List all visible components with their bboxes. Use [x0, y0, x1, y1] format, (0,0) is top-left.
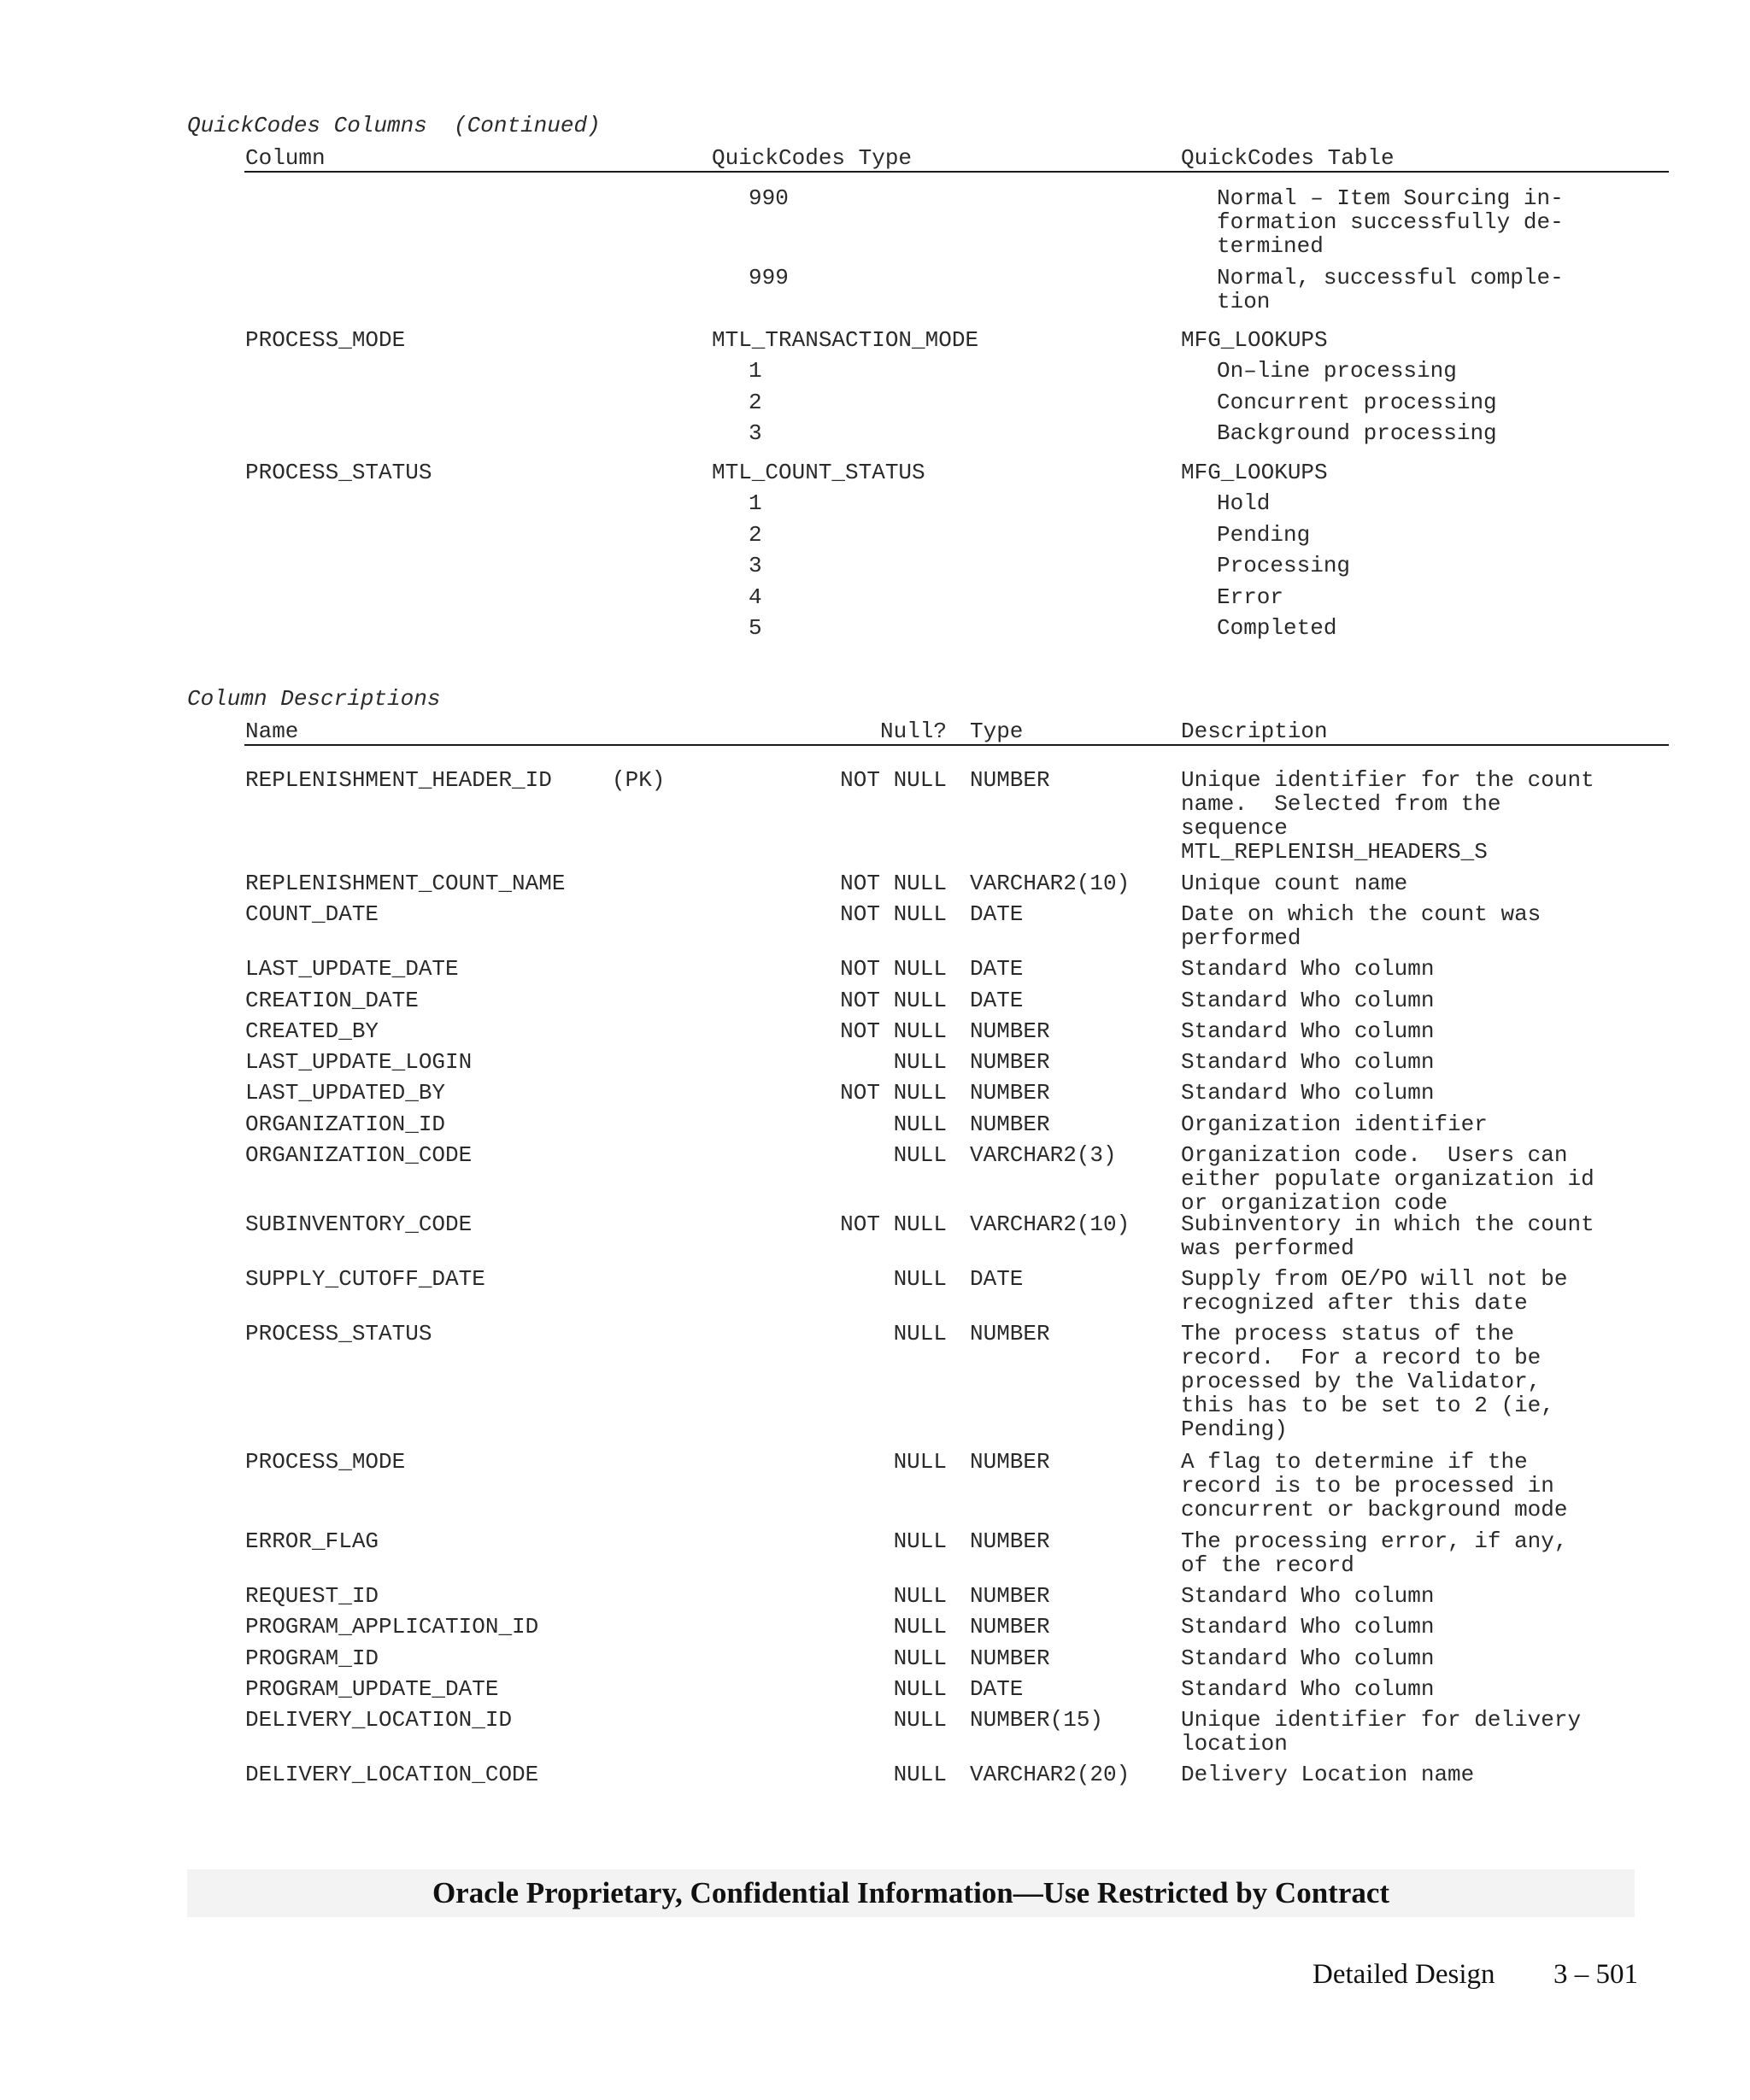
qc-code: 990 — [749, 185, 789, 211]
data-type: VARCHAR2(10) — [970, 871, 1130, 896]
qc-code-meaning: On–line processing — [1217, 358, 1457, 384]
column-name: PROGRAM_APPLICATION_ID — [245, 1614, 539, 1640]
qc-header-rule — [244, 171, 1669, 173]
column-name: PROGRAM_ID — [245, 1645, 379, 1671]
null-constraint: NULL — [893, 1645, 947, 1671]
column-descriptions-title: Column Descriptions — [187, 686, 441, 712]
data-type: NUMBER — [970, 1112, 1050, 1137]
column-name: LAST_UPDATED_BY — [245, 1080, 446, 1106]
cd-header-type: Type — [970, 719, 1024, 744]
column-name: DELIVERY_LOCATION_CODE — [245, 1762, 539, 1787]
qc-code: 2 — [749, 522, 762, 548]
column-description: Organization identifier — [1181, 1112, 1488, 1137]
column-name: SUPPLY_CUTOFF_DATE — [245, 1266, 485, 1292]
null-constraint: NULL — [893, 1266, 947, 1292]
null-constraint: NOT NULL — [840, 901, 947, 927]
data-type: NUMBER — [970, 1614, 1050, 1640]
column-description: Standard Who column — [1181, 1583, 1435, 1609]
qc-code-meaning: Background processing — [1217, 420, 1497, 446]
quickcodes-section-title: QuickCodes Columns (Continued) — [187, 113, 601, 138]
column-description: Supply from OE/PO will not be recognized after this date — [1181, 1266, 1568, 1316]
column-description: Unique identifier for the count name. Selected from the sequence MTL_REPLENISH_HEADERS_S — [1181, 767, 1594, 865]
qc-header-type: QuickCodes Type — [712, 145, 913, 171]
column-name: LAST_UPDATE_DATE — [245, 956, 459, 982]
data-type: NUMBER(15) — [970, 1707, 1104, 1733]
cd-header-name: Name — [245, 719, 299, 744]
column-name: LAST_UPDATE_LOGIN — [245, 1049, 473, 1075]
column-name: CREATION_DATE — [245, 988, 419, 1013]
qc-table-name: MFG_LOOKUPS — [1181, 460, 1328, 485]
column-description: Standard Who column — [1181, 1676, 1435, 1702]
data-type: DATE — [970, 1266, 1024, 1292]
column-description: Standard Who column — [1181, 1049, 1435, 1075]
column-name: CREATED_BY — [245, 1018, 379, 1044]
qc-table-name: MFG_LOOKUPS — [1181, 327, 1328, 353]
qc-code: 2 — [749, 390, 762, 415]
column-description: Standard Who column — [1181, 1614, 1435, 1640]
data-type: NUMBER — [970, 1321, 1050, 1346]
null-constraint: NULL — [893, 1614, 947, 1640]
data-type: NUMBER — [970, 1645, 1050, 1671]
data-type: VARCHAR2(20) — [970, 1762, 1130, 1787]
null-constraint: NULL — [893, 1676, 947, 1702]
column-description: Subinventory in which the count was performed — [1181, 1211, 1594, 1261]
column-name: COUNT_DATE — [245, 901, 379, 927]
data-type: NUMBER — [970, 1018, 1050, 1044]
qc-code: 3 — [749, 553, 762, 578]
column-description: Standard Who column — [1181, 956, 1435, 982]
data-type: NUMBER — [970, 1583, 1050, 1609]
qc-code-meaning: Error — [1217, 584, 1284, 610]
column-name: PROGRAM_UPDATE_DATE — [245, 1676, 499, 1702]
null-constraint: NULL — [893, 1049, 947, 1075]
cd-header-null: Null? — [879, 719, 947, 744]
page-number: 3 – 501 — [1553, 1959, 1638, 1990]
null-constraint: NOT NULL — [840, 871, 947, 896]
qc-type-name: MTL_COUNT_STATUS — [712, 460, 925, 485]
qc-type-name: MTL_TRANSACTION_MODE — [712, 327, 979, 353]
qc-code-meaning: Normal – Item Sourcing in- formation successfully de- termined — [1217, 185, 1564, 259]
null-constraint: NULL — [893, 1707, 947, 1733]
null-constraint: NOT NULL — [840, 1211, 947, 1237]
qc-code-meaning: Normal, successful comple- tion — [1217, 265, 1564, 314]
column-description: The processing error, if any, of the record — [1181, 1528, 1568, 1578]
null-constraint: NULL — [893, 1142, 947, 1168]
column-name: ORGANIZATION_ID — [245, 1112, 446, 1137]
qc-code-meaning: Completed — [1217, 615, 1337, 641]
qc-code-meaning: Processing — [1217, 553, 1351, 578]
qc-column-name: PROCESS_MODE — [245, 327, 406, 353]
column-name: ORGANIZATION_CODE — [245, 1142, 473, 1168]
qc-code-meaning: Hold — [1217, 490, 1271, 516]
null-constraint: NULL — [893, 1321, 947, 1346]
null-constraint: NOT NULL — [840, 956, 947, 982]
section-name: Detailed Design — [1312, 1959, 1495, 1990]
confidential-notice: Oracle Proprietary, Confidential Information––Use Restricted by Contract — [432, 1876, 1390, 1909]
data-type: DATE — [970, 956, 1024, 982]
qc-code: 1 — [749, 358, 762, 384]
qc-header-table: QuickCodes Table — [1181, 145, 1395, 171]
qc-code: 1 — [749, 490, 762, 516]
column-name: PROCESS_MODE — [245, 1449, 406, 1475]
column-name: SUBINVENTORY_CODE — [245, 1211, 473, 1237]
data-type: DATE — [970, 1676, 1024, 1702]
column-description: Date on which the count was performed — [1181, 901, 1542, 951]
data-type: DATE — [970, 988, 1024, 1013]
data-type: NUMBER — [970, 767, 1050, 793]
column-name: ERROR_FLAG — [245, 1528, 379, 1554]
data-type: NUMBER — [970, 1080, 1050, 1106]
qc-code: 5 — [749, 615, 762, 641]
qc-header-column: Column — [245, 145, 326, 171]
column-description: The process status of the record. For a record to be processed by the Validator, this has to be set to 2 (ie, Pending) — [1181, 1321, 1554, 1442]
qc-code: 3 — [749, 420, 762, 446]
qc-code: 999 — [749, 265, 789, 290]
column-description: Standard Who column — [1181, 988, 1435, 1013]
data-type: NUMBER — [970, 1449, 1050, 1475]
column-description: Organization code. Users can either populate organization id or organization code — [1181, 1142, 1594, 1216]
null-constraint: NULL — [893, 1528, 947, 1554]
data-type: VARCHAR2(3) — [970, 1142, 1117, 1168]
null-constraint: NULL — [893, 1112, 947, 1137]
null-constraint: NOT NULL — [840, 1080, 947, 1106]
data-type: DATE — [970, 901, 1024, 927]
column-name: REPLENISHMENT_HEADER_ID — [245, 767, 552, 793]
data-type: VARCHAR2(10) — [970, 1211, 1130, 1237]
qc-code-meaning: Pending — [1217, 522, 1311, 548]
null-constraint: NULL — [893, 1762, 947, 1787]
data-type: NUMBER — [970, 1049, 1050, 1075]
qc-column-name: PROCESS_STATUS — [245, 460, 432, 485]
null-constraint: NULL — [893, 1449, 947, 1475]
qc-code: 4 — [749, 584, 762, 610]
column-name: PROCESS_STATUS — [245, 1321, 432, 1346]
null-constraint: NOT NULL — [840, 1018, 947, 1044]
column-description: Unique identifier for delivery location — [1181, 1707, 1582, 1757]
column-description: A flag to determine if the record is to be processed in concurrent or background mode — [1181, 1449, 1568, 1522]
null-constraint: NOT NULL — [840, 988, 947, 1013]
data-type: NUMBER — [970, 1528, 1050, 1554]
column-description: Standard Who column — [1181, 1080, 1435, 1106]
qc-code-meaning: Concurrent processing — [1217, 390, 1497, 415]
column-description: Delivery Location name — [1181, 1762, 1475, 1787]
null-constraint: NOT NULL — [840, 767, 947, 793]
cd-header-description: Description — [1181, 719, 1328, 744]
null-constraint: NULL — [893, 1583, 947, 1609]
cd-header-rule — [244, 744, 1669, 746]
column-description: Unique count name — [1181, 871, 1408, 896]
column-description: Standard Who column — [1181, 1018, 1435, 1044]
column-name: REPLENISHMENT_COUNT_NAME — [245, 871, 566, 896]
key-badge: (PK) — [612, 767, 666, 793]
column-description: Standard Who column — [1181, 1645, 1435, 1671]
column-name: REQUEST_ID — [245, 1583, 379, 1609]
column-name: DELIVERY_LOCATION_ID — [245, 1707, 513, 1733]
